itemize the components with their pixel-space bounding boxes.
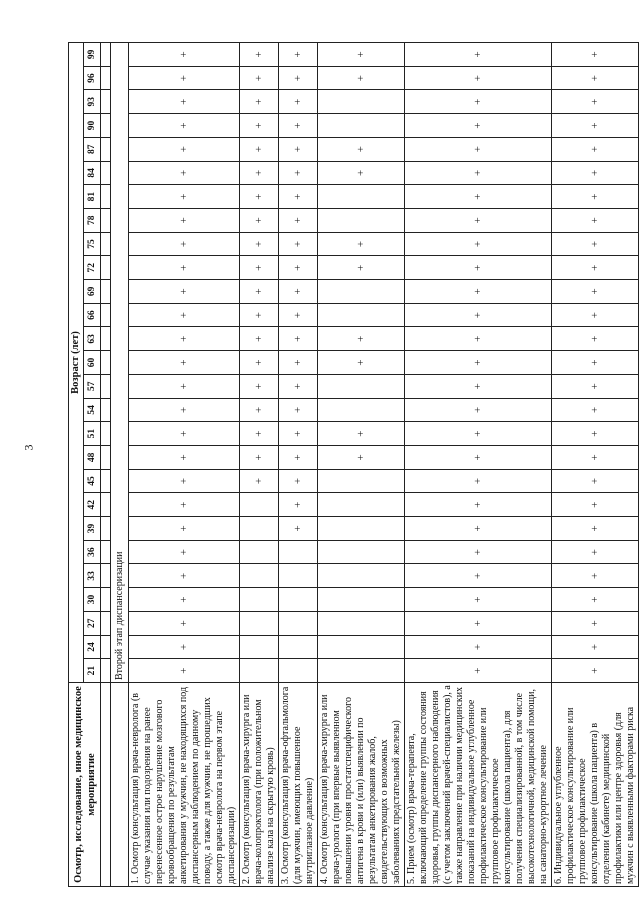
mark-cell: + bbox=[552, 303, 639, 327]
mark-cell: + bbox=[405, 161, 552, 185]
mark-cell: + bbox=[240, 232, 279, 256]
mark-cell: + bbox=[552, 43, 639, 67]
mark-cell: + bbox=[129, 232, 240, 256]
mark-cell: + bbox=[129, 374, 240, 398]
mark-cell: + bbox=[279, 517, 318, 541]
age-cell: 75 bbox=[84, 232, 101, 256]
mark-cell bbox=[240, 588, 279, 612]
exam-cell: 4. Осмотр (консультация) врача-хирурга или врача-уролога (при впервые выявленном повышении уровня простатспецифического антигена в крови и (или) выявлении по результатам анкетирования жалоб, свидетельствующих о возможных заболеваниях предстательной железы) bbox=[318, 683, 405, 887]
mark-cell bbox=[318, 303, 405, 327]
mark-cell: + bbox=[552, 540, 639, 564]
mark-cell: + bbox=[279, 280, 318, 304]
mark-cell bbox=[279, 540, 318, 564]
mark-cell: + bbox=[240, 303, 279, 327]
mark-cell: + bbox=[552, 232, 639, 256]
mark-cell: + bbox=[240, 256, 279, 280]
mark-cell: + bbox=[129, 422, 240, 446]
mark-cell: + bbox=[240, 469, 279, 493]
mark-cell: + bbox=[552, 137, 639, 161]
mark-cell: + bbox=[552, 208, 639, 232]
mark-cell: + bbox=[279, 232, 318, 256]
mark-cell: + bbox=[240, 422, 279, 446]
spacer-cell bbox=[101, 114, 111, 138]
table-header bbox=[69, 43, 111, 887]
age-cell: 69 bbox=[84, 280, 101, 304]
mark-cell: + bbox=[405, 374, 552, 398]
mark-cell: + bbox=[318, 43, 405, 67]
age-cell: 21 bbox=[84, 659, 101, 683]
spacer-cell bbox=[101, 90, 111, 114]
mark-cell bbox=[318, 635, 405, 659]
mark-cell bbox=[318, 611, 405, 635]
mark-cell: + bbox=[129, 611, 240, 635]
spacer-cell bbox=[101, 280, 111, 304]
mark-cell: + bbox=[279, 161, 318, 185]
table-body bbox=[111, 43, 639, 887]
spacer-cell bbox=[101, 303, 111, 327]
mark-cell: + bbox=[318, 445, 405, 469]
mark-cell bbox=[279, 659, 318, 683]
mark-cell bbox=[318, 90, 405, 114]
mark-cell: + bbox=[129, 114, 240, 138]
mark-cell: + bbox=[240, 327, 279, 351]
mark-cell: + bbox=[405, 208, 552, 232]
mark-cell: + bbox=[405, 517, 552, 541]
mark-cell: + bbox=[129, 493, 240, 517]
mark-cell: + bbox=[240, 185, 279, 209]
mark-cell: + bbox=[279, 493, 318, 517]
spacer-cell bbox=[101, 445, 111, 469]
mark-cell: + bbox=[318, 137, 405, 161]
screening-table bbox=[68, 42, 639, 887]
mark-cell: + bbox=[405, 659, 552, 683]
table-row bbox=[318, 43, 405, 887]
mark-cell: + bbox=[405, 43, 552, 67]
mark-cell: + bbox=[240, 374, 279, 398]
mark-cell: + bbox=[129, 445, 240, 469]
mark-cell: + bbox=[405, 327, 552, 351]
mark-cell bbox=[240, 635, 279, 659]
mark-cell: + bbox=[405, 540, 552, 564]
mark-cell bbox=[318, 398, 405, 422]
mark-cell: + bbox=[405, 445, 552, 469]
mark-cell: + bbox=[129, 327, 240, 351]
spacer-cell bbox=[101, 43, 111, 67]
spacer-cell bbox=[101, 256, 111, 280]
mark-cell: + bbox=[129, 90, 240, 114]
mark-cell: + bbox=[552, 564, 639, 588]
age-cell: 54 bbox=[84, 398, 101, 422]
age-cell: 66 bbox=[84, 303, 101, 327]
mark-cell bbox=[279, 588, 318, 612]
mark-cell: + bbox=[240, 66, 279, 90]
age-cell: 72 bbox=[84, 256, 101, 280]
age-cell: 51 bbox=[84, 422, 101, 446]
mark-cell: + bbox=[552, 469, 639, 493]
mark-cell bbox=[318, 374, 405, 398]
mark-cell: + bbox=[240, 161, 279, 185]
mark-cell: + bbox=[279, 208, 318, 232]
mark-cell bbox=[240, 517, 279, 541]
mark-cell: + bbox=[129, 635, 240, 659]
mark-cell: + bbox=[279, 137, 318, 161]
mark-cell: + bbox=[129, 185, 240, 209]
age-cell: 81 bbox=[84, 185, 101, 209]
spacer-cell bbox=[101, 208, 111, 232]
mark-cell: + bbox=[552, 185, 639, 209]
table-row bbox=[552, 43, 639, 887]
mark-cell: + bbox=[405, 351, 552, 375]
spacer-cell bbox=[101, 659, 111, 683]
mark-cell: + bbox=[240, 351, 279, 375]
mark-cell: + bbox=[279, 114, 318, 138]
mark-cell: + bbox=[129, 540, 240, 564]
mark-cell: + bbox=[405, 564, 552, 588]
exam-cell: 6. Индивидуальное углубленное профилактическое консультирование или групповое профилактическое консультирование (школа пациента) в отделении (кабинете) медицинской профилактики или центре здоровья (для мужчин с выявленными факторами риска bbox=[552, 683, 639, 887]
spacer-cell bbox=[101, 683, 111, 887]
mark-cell: + bbox=[318, 327, 405, 351]
mark-cell: + bbox=[279, 185, 318, 209]
mark-cell: + bbox=[279, 469, 318, 493]
mark-cell bbox=[318, 493, 405, 517]
mark-cell: + bbox=[129, 564, 240, 588]
mark-cell bbox=[240, 659, 279, 683]
mark-cell: + bbox=[129, 280, 240, 304]
age-cell: 36 bbox=[84, 540, 101, 564]
age-cell: 78 bbox=[84, 208, 101, 232]
mark-cell bbox=[318, 208, 405, 232]
spacer-cell bbox=[101, 564, 111, 588]
mark-cell: + bbox=[552, 398, 639, 422]
mark-cell: + bbox=[240, 280, 279, 304]
mark-cell: + bbox=[318, 422, 405, 446]
mark-cell: + bbox=[129, 66, 240, 90]
table-row bbox=[279, 43, 318, 887]
mark-cell: + bbox=[552, 659, 639, 683]
mark-cell: + bbox=[279, 66, 318, 90]
mark-cell: + bbox=[279, 43, 318, 67]
spacer-cell bbox=[101, 327, 111, 351]
spacer-cell bbox=[101, 588, 111, 612]
mark-cell: + bbox=[552, 422, 639, 446]
mark-cell: + bbox=[129, 398, 240, 422]
mark-cell: + bbox=[318, 256, 405, 280]
stage-label: Второй этап диспансеризации bbox=[111, 43, 129, 683]
exam-cell: 2. Осмотр (консультация) врача-хирурга или врача-колопроктолога (при положительном анализе кала на скрытую кровь) bbox=[240, 683, 279, 887]
mark-cell bbox=[318, 114, 405, 138]
mark-cell: + bbox=[129, 161, 240, 185]
mark-cell: + bbox=[240, 445, 279, 469]
spacer-cell bbox=[101, 185, 111, 209]
mark-cell: + bbox=[129, 137, 240, 161]
mark-cell: + bbox=[318, 66, 405, 90]
mark-cell bbox=[279, 611, 318, 635]
mark-cell: + bbox=[405, 114, 552, 138]
mark-cell: + bbox=[129, 256, 240, 280]
stage-blank-cell bbox=[111, 683, 129, 887]
table-wrap bbox=[68, 42, 636, 887]
exam-cell: 3. Осмотр (консультация) врача-офтальмолога (для мужчин, имеющих повышенное внутриглазное давление) bbox=[279, 683, 318, 887]
mark-cell: + bbox=[240, 90, 279, 114]
age-column-header: Возраст (лет) bbox=[69, 43, 84, 683]
spacer-cell bbox=[101, 611, 111, 635]
mark-cell: + bbox=[405, 137, 552, 161]
mark-cell: + bbox=[129, 517, 240, 541]
mark-cell: + bbox=[552, 493, 639, 517]
age-cell: 63 bbox=[84, 327, 101, 351]
age-cell: 27 bbox=[84, 611, 101, 635]
exam-column-header: Осмотр, исследование, иное медицинское мероприятие bbox=[69, 683, 101, 887]
age-cell: 24 bbox=[84, 635, 101, 659]
mark-cell bbox=[318, 185, 405, 209]
mark-cell: + bbox=[129, 208, 240, 232]
mark-cell bbox=[240, 540, 279, 564]
spacer-cell bbox=[101, 540, 111, 564]
age-cell: 96 bbox=[84, 66, 101, 90]
mark-cell: + bbox=[405, 611, 552, 635]
age-cell: 30 bbox=[84, 588, 101, 612]
mark-cell bbox=[318, 280, 405, 304]
spacer-cell bbox=[101, 635, 111, 659]
age-cell: 42 bbox=[84, 493, 101, 517]
mark-cell bbox=[318, 469, 405, 493]
mark-cell: + bbox=[405, 493, 552, 517]
mark-cell bbox=[318, 588, 405, 612]
mark-cell: + bbox=[129, 303, 240, 327]
mark-cell: + bbox=[279, 90, 318, 114]
mark-cell bbox=[279, 564, 318, 588]
mark-cell: + bbox=[279, 422, 318, 446]
mark-cell: + bbox=[318, 351, 405, 375]
stage-row bbox=[111, 43, 129, 887]
mark-cell: + bbox=[279, 374, 318, 398]
mark-cell: + bbox=[279, 256, 318, 280]
age-cell: 45 bbox=[84, 469, 101, 493]
mark-cell: + bbox=[405, 280, 552, 304]
page-number: 3 bbox=[21, 444, 36, 451]
spacer-cell bbox=[101, 493, 111, 517]
spacer-cell bbox=[101, 161, 111, 185]
mark-cell: + bbox=[405, 422, 552, 446]
mark-cell bbox=[240, 493, 279, 517]
mark-cell: + bbox=[240, 398, 279, 422]
age-cell: 90 bbox=[84, 114, 101, 138]
mark-cell: + bbox=[552, 611, 639, 635]
mark-cell: + bbox=[318, 232, 405, 256]
spacer-cell bbox=[101, 351, 111, 375]
mark-cell: + bbox=[552, 351, 639, 375]
spacer-cell bbox=[101, 374, 111, 398]
spacer-cell bbox=[101, 469, 111, 493]
mark-cell: + bbox=[129, 659, 240, 683]
mark-cell: + bbox=[552, 374, 639, 398]
mark-cell: + bbox=[240, 114, 279, 138]
age-cell: 84 bbox=[84, 161, 101, 185]
mark-cell: + bbox=[279, 445, 318, 469]
table-row bbox=[405, 43, 552, 887]
spacer-cell bbox=[101, 422, 111, 446]
mark-cell: + bbox=[240, 137, 279, 161]
mark-cell: + bbox=[405, 469, 552, 493]
mark-cell: + bbox=[240, 43, 279, 67]
mark-cell: + bbox=[552, 445, 639, 469]
mark-cell: + bbox=[552, 635, 639, 659]
mark-cell: + bbox=[405, 232, 552, 256]
mark-cell: + bbox=[405, 588, 552, 612]
mark-cell: + bbox=[279, 327, 318, 351]
mark-cell: + bbox=[552, 256, 639, 280]
mark-cell: + bbox=[279, 398, 318, 422]
mark-cell: + bbox=[552, 327, 639, 351]
mark-cell: + bbox=[129, 43, 240, 67]
exam-cell: 5. Прием (осмотр) врача-терапевта, включающий определение группы состояния здоровья, группы диспансерного наблюдения (с учетом заключений врачей-специалистов), а также направление при наличии медицинских показаний на индивидуальное углубленное профилактическое консультирование или групповое профилактическое консультирование (школа пациента), для получения специализированной, в том числе высокотехнологичной, медицинской помощи, на санаторно-курортное лечение bbox=[405, 683, 552, 887]
mark-cell bbox=[240, 611, 279, 635]
table-row bbox=[240, 43, 279, 887]
mark-cell: + bbox=[552, 114, 639, 138]
mark-cell: + bbox=[240, 208, 279, 232]
mark-cell: + bbox=[129, 588, 240, 612]
exam-cell: 1. Осмотр (консультация) врача-невролога (в случае указания или подозрения на ранее перенесенное острое нарушение мозгового кровообращения по результатам анкетирования у мужчин, не находящихся под диспансерным наблюдением по данному поводу, а также для мужчин, не прошедших осмотр врача-невролога на первом этапе диспансеризации) bbox=[129, 683, 240, 887]
mark-cell: + bbox=[405, 90, 552, 114]
spacer-cell bbox=[101, 137, 111, 161]
mark-cell: + bbox=[552, 161, 639, 185]
mark-cell: + bbox=[552, 90, 639, 114]
spacer-cell bbox=[101, 66, 111, 90]
spacer-cell bbox=[101, 517, 111, 541]
mark-cell: + bbox=[318, 161, 405, 185]
mark-cell bbox=[240, 564, 279, 588]
mark-cell: + bbox=[405, 398, 552, 422]
mark-cell bbox=[318, 659, 405, 683]
mark-cell: + bbox=[279, 351, 318, 375]
mark-cell: + bbox=[405, 256, 552, 280]
spacer-cell bbox=[101, 232, 111, 256]
mark-cell: + bbox=[129, 469, 240, 493]
mark-cell bbox=[318, 564, 405, 588]
mark-cell: + bbox=[552, 517, 639, 541]
mark-cell: + bbox=[552, 66, 639, 90]
mark-cell: + bbox=[552, 588, 639, 612]
mark-cell: + bbox=[129, 351, 240, 375]
age-cell: 33 bbox=[84, 564, 101, 588]
mark-cell: + bbox=[552, 280, 639, 304]
age-cell: 87 bbox=[84, 137, 101, 161]
age-cell: 48 bbox=[84, 445, 101, 469]
spacer-cell bbox=[101, 398, 111, 422]
table-row bbox=[129, 43, 240, 887]
mark-cell bbox=[318, 517, 405, 541]
age-cell: 57 bbox=[84, 374, 101, 398]
rotated-table-container bbox=[68, 42, 636, 887]
mark-cell: + bbox=[405, 185, 552, 209]
age-cell: 93 bbox=[84, 90, 101, 114]
mark-cell bbox=[318, 540, 405, 564]
age-cell: 39 bbox=[84, 517, 101, 541]
age-cell: 60 bbox=[84, 351, 101, 375]
mark-cell: + bbox=[405, 66, 552, 90]
mark-cell bbox=[279, 635, 318, 659]
mark-cell: + bbox=[279, 303, 318, 327]
blank-spacer-row bbox=[101, 43, 111, 887]
mark-cell: + bbox=[405, 303, 552, 327]
mark-cell: + bbox=[405, 635, 552, 659]
age-cell: 99 bbox=[84, 43, 101, 67]
